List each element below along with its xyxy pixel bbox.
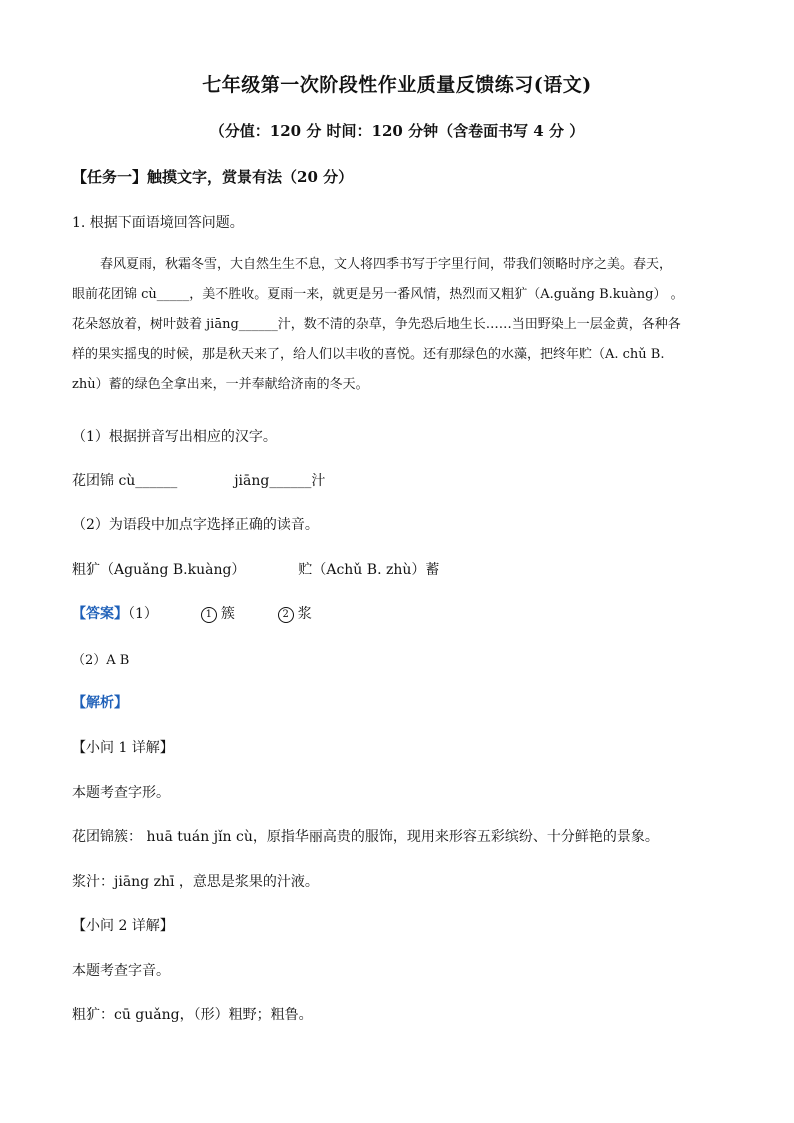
reading-passage: [72, 250, 722, 400]
analysis-label: 【解析】: [72, 695, 128, 711]
answer-label: 【答案】: [72, 606, 128, 622]
blank-jiang: jiāng______汁: [234, 473, 326, 489]
blank-cu: 花团锦 cù______: [72, 473, 178, 489]
answer-row-1: [72, 603, 312, 623]
sub-question-2: （2）为语段中加点字选择正确的读音。: [72, 517, 319, 533]
page-subtitle: （分值：120 分 时间：120 分钟（含卷面书写 4 分 ）: [209, 122, 585, 140]
circled-number-icon: 2: [278, 607, 294, 623]
passage-line: zhù）蓄的绿色全拿出来，一并奉献给济南的冬天。: [72, 377, 369, 392]
sub-question-2-options: [72, 559, 439, 579]
answer-2: 浆: [297, 606, 312, 622]
option-cuguang: 粗犷（Aguǎng B.kuàng）: [72, 562, 246, 578]
q1-item-2: 浆汁：jiāng zhī ，意思是浆果的汁液。: [72, 874, 319, 890]
answer-row-2: （2）A B: [72, 653, 130, 668]
q1-heading: 【小问 1 详解】: [72, 740, 174, 756]
answer-1: 簇: [220, 606, 235, 622]
sub-question-1-blanks: [72, 470, 325, 490]
passage-line: 眼前花团锦 cù_____，美不胜收。夏雨一来，就更是另一番风情，热烈而又粗犷（A.guǎng B.kuàng） 。: [72, 287, 684, 302]
q2-intro: 本题考查字音。: [72, 963, 170, 979]
circled-number-icon: 1: [201, 607, 217, 623]
passage-line: 春风夏雨，秋霜冬雪，大自然生生不息，文人将四季书写于字里行间，带我们领略时序之美。春天，: [100, 257, 673, 272]
q2-item-1: 粗犷：cū guǎng，（形）粗野；粗鲁。: [72, 1007, 313, 1023]
sub-question-1: （1）根据拼音写出相应的汉字。: [72, 429, 277, 445]
task-heading: 【任务一】触摸文字，赏景有法（20 分）: [72, 168, 354, 186]
option-zhuxu: 贮（Achǔ B. zhù）蓄: [298, 562, 440, 578]
passage-line: 样的果实摇曳的时候，那是秋天来了，给人们以丰收的喜悦。还有那绿色的水藻，把终年贮（A. chǔ B.: [72, 347, 665, 362]
passage-line: 花朵怒放着，树叶鼓着 jiāng______汁，数不清的杂草，争先恐后地生长……当田野染上一层金黄，各种各: [72, 317, 681, 332]
q1-item-1: 花团锦簇： huā tuán jǐn cù，原指华丽高贵的服饰，现用来形容五彩缤纷、十分鲜艳的景象。: [72, 829, 659, 845]
question-prompt: 1. 根据下面语境回答问题。: [72, 215, 244, 231]
q2-heading: 【小问 2 详解】: [72, 918, 174, 934]
q1-intro: 本题考查字形。: [72, 785, 170, 801]
answer-part1-number: （1）: [128, 606, 158, 622]
page-title: 七年级第一次阶段性作业质量反馈练习(语文): [202, 74, 592, 96]
